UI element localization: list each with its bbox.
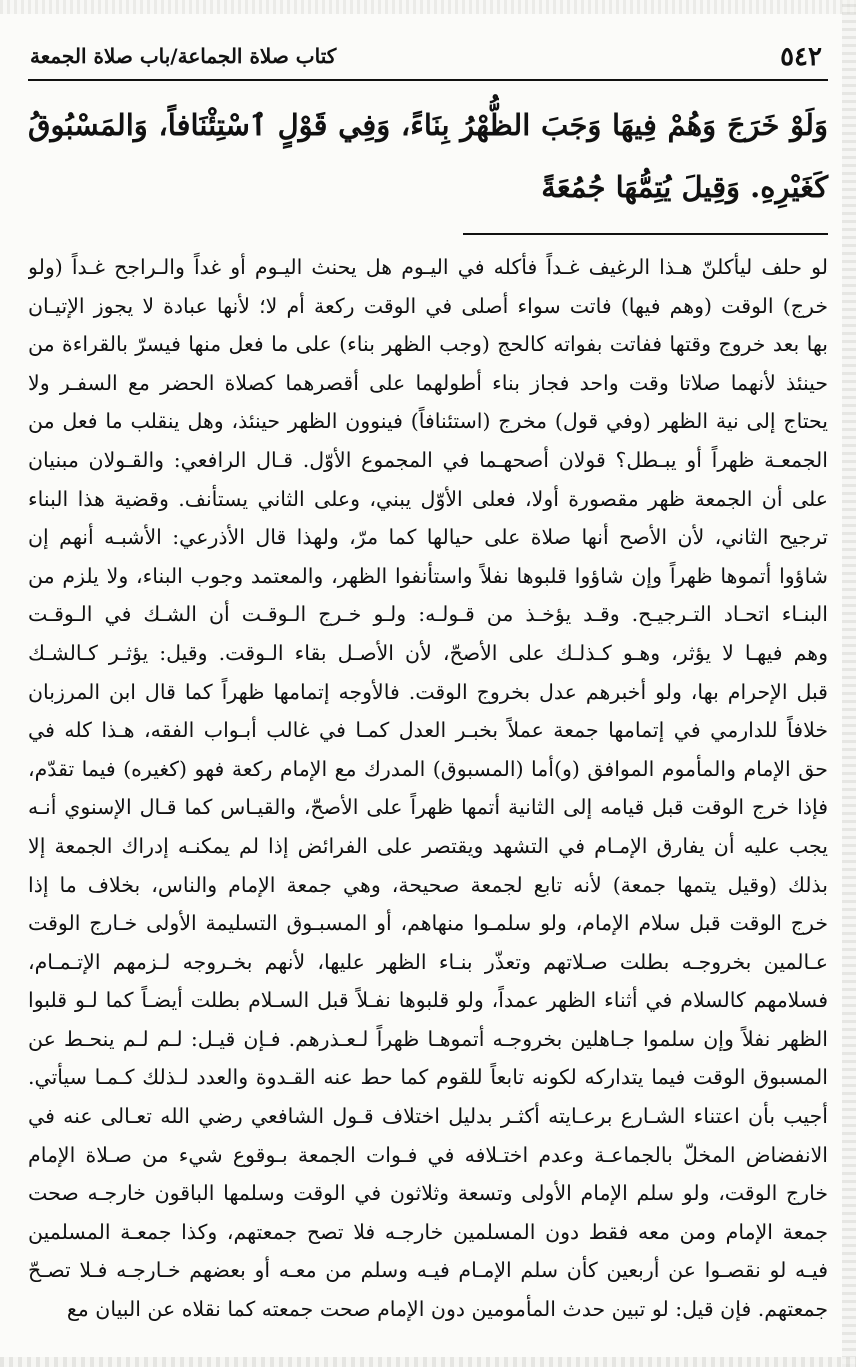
commentary-body bbox=[28, 248, 828, 1329]
commentary-line: وهم فيهـا لا يؤثر، وهـو كـذلـك على الأصحّ، لأن الأصـل بقاء الـوقت. وقيل: يؤثـر كـالشـك bbox=[28, 640, 828, 665]
commentary-line: أجيب بأن اعتناء الشـارع برعـايته أكثـر بدليل اختلاف قـول الشافعي رضي الله تعـالى عنه في bbox=[28, 1104, 828, 1129]
matn-text: وَلَوْ خَرَجَ وَهُمْ فِيهَا وَجَبَ الظُّهْرُ بِنَاءً، وَفِي قَوْلٍ ٱسْتِئْنَافاً، وَالمَسْبُوقُ كَغَيْرِهِ. وَقِيلَ يُتِمُّهَا جُمُعَةً bbox=[28, 108, 828, 204]
commentary-line: الظهر نفلاً وإن سلموا جـاهلين بخروجـه أتموهـا ظهراً لـعـذرهم. فـإن قيـل: لـم لـم ينحـط عن bbox=[28, 1026, 828, 1051]
book-page bbox=[28, 36, 828, 1356]
commentary-line: فإذا خرج الوقت قبل قيامه إلى الثانية أتمها ظهراً على الأصحّ، والقيـاس كما قـال الإسنوي أنـه bbox=[28, 795, 828, 820]
commentary-line: ترجيح الثاني، لأن الأصح أنها صلاة على حيالها كما مرّ، ولهذا قال الأذرعي: الأشبـه أنهم إن bbox=[28, 525, 828, 550]
commentary-line: حينئذ لأنهما صلاتا وقت واحد فجاز بناء أطولهما على أقصرهما كصلاة الحضر مع السفـر ولا bbox=[28, 370, 828, 395]
commentary-line: بذلك (وقيل يتمها جمعة) لأنه تابع لجمعة صحيحة، وهي جمعة الإمام والناس، بخلاف ما إذا bbox=[28, 872, 828, 897]
running-header bbox=[28, 36, 828, 76]
page-number: ٥٤٢ bbox=[780, 42, 822, 72]
commentary-line: يجب عليه أن يفارق الإمـام في التشهد ويقتصر على الفرائض إذا لم يمكنـه إدراك الجمعة إلا bbox=[28, 833, 828, 858]
commentary-line: شاؤوا أتموها ظهراً وإن شاؤوا قلبوها نفلاً واستأنفوا الظهر، والمعتمد وجوب البناء، ولا يلزم من bbox=[28, 563, 828, 588]
commentary-line: المسبوق الوقت فيما يتداركه لكونه تابعاً للقوم كما حط عنه القـدوة والعدد لـذلك كـمـا سيأتي. bbox=[28, 1065, 828, 1090]
commentary-line: فسلامهم كالسلام في أثناء الظهر عمداً، ولو قلبوها نفـلاً قبل السـلام بطلت أيضـاً كما لـو قلبوا bbox=[28, 988, 828, 1013]
commentary-line: خرج الوقت قبل سلام الإمام، ولو سلمـوا منهاهم، أو المسبـوق التسليمة الأولى خـارج الوقت bbox=[28, 911, 828, 936]
commentary-line: خرج) الوقت (وهم فيها) فاتت سواء أصلى في الوقت ركعة أم لا؛ لأنها عبادة لا يجوز الإتيـان bbox=[28, 293, 828, 318]
commentary-line: خلافاً للدارمي في إتمامها جمعة عملاً بخبـر العدل كمـا في غالب أبـواب الفقه، هـذا كله في bbox=[28, 718, 828, 743]
commentary-line: الجمعـة ظهراً أو يبـطل؟ قولان أصحهـما في المجموع الأوّل. قـال الرافعي: والقـولان مبنيان bbox=[28, 447, 828, 472]
commentary-line: بها بعد خروج وقتها ففاتت بفواته كالحج (وجب الظهر بناء) على ما فعل منها فيسرّ بالقراءة من bbox=[28, 332, 828, 357]
commentary-line: الانفضاض المخلّ بالجماعـة وعدم اختـلافه في فـوات الجمعة بـوقوع شيء من صـلاة الإمام bbox=[28, 1142, 828, 1167]
commentary-line: البنـاء اتحـاد التـرجيـح. وقـد يؤخـذ من قـولـه: ولـو خـرج الـوقـت أن الشـك في الـوقـت bbox=[28, 602, 828, 627]
commentary-line: عـالمين بخروجـه بطلت صـلاتهم وتعذّر بنـاء الظهر عليها، لأنهم بخـروجه لـزمهم الإتـمـام، bbox=[28, 949, 828, 974]
header-rule bbox=[28, 79, 828, 81]
matn-separator-rule bbox=[463, 233, 828, 235]
commentary-line: جمعة الإمام ومن معه فقط دون المسلمين خارجـه فلا تصح جمعتهم، وكذا جمعـة المسلمين bbox=[28, 1219, 828, 1244]
commentary-line: لو حلف ليأكلنّ هـذا الرغيف غـداً فأكله في اليـوم هل يحنث اليـوم أو غداً والـراجح غـداً (ولو bbox=[28, 255, 828, 279]
commentary-line: جمعتهم. فإن قيل: لو تبين حدث المأمومين دون الإمام صحت جمعته كما نقلاه عن البيان مع bbox=[66, 1297, 828, 1322]
scan-edge-right bbox=[842, 0, 856, 1367]
commentary-line: قبل الإحرام بها، ولو أخبرهم عدل بخروج الوقت. فالأوجه إتمامها ظهراً كما قال ابن المرزبان bbox=[28, 679, 828, 704]
scan-edge-bottom bbox=[0, 1357, 856, 1367]
commentary-line: حق الإمام والمأموم الموافق (و)أما (المسبوق) المدرك مع الإمام ركعة فهو (كغيره) فيما تقدّم، bbox=[28, 756, 828, 781]
commentary-line: خارج الوقت، ولو سلم الإمام الأولى وتسعة وثلاثون في الوقت وسلمها الباقون خارجـه صحت bbox=[28, 1181, 828, 1206]
commentary-line: يحتاج إلى نية الظهر (وفي قول) مخرج (استئنافاً) فينوون الظهر حينئذ، وهل ينقلب ما فعل من bbox=[28, 409, 828, 434]
commentary-line: على أن الجمعة ظهر مقصورة أولا، فعلى الأوّل يبني، وعلى الثاني يستأنف. وقضية هذا البناء bbox=[28, 486, 828, 511]
chapter-title: كتاب صلاة الجماعة/باب صلاة الجمعة bbox=[30, 44, 337, 68]
scan-edge-top bbox=[0, 0, 856, 14]
commentary-line: فيـه لو نقصـوا عن أربعين كأن سلم الإمـام فيـه وسلم من معـه أو بعضهم خـارجـه فـلا تصـحّ bbox=[28, 1258, 828, 1283]
